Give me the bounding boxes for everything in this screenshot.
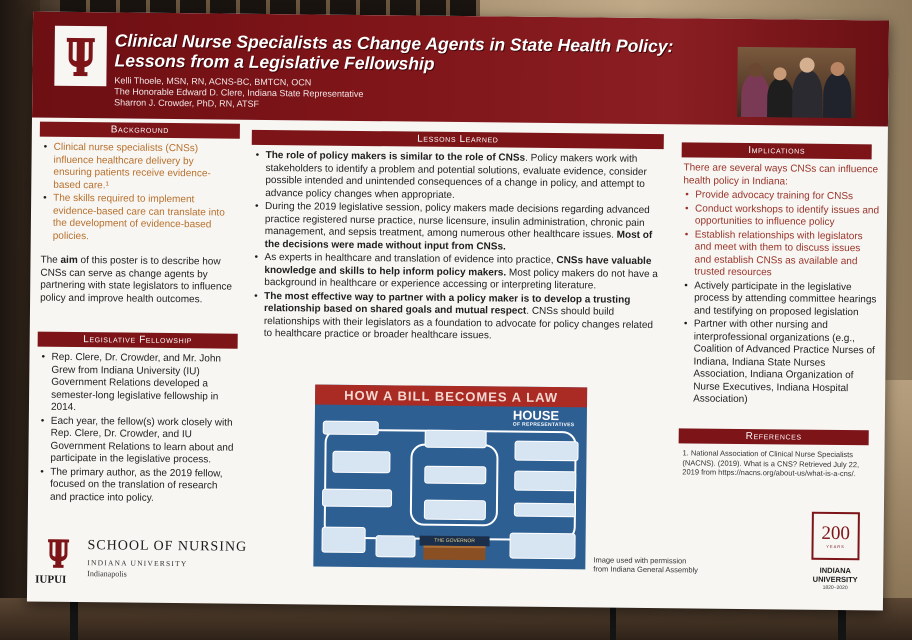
bicentennial-badge: 200 YEARS [811, 512, 860, 561]
diagram-caption: Image used with permission from Indiana General Assembly [593, 555, 698, 575]
bill-law-diagram [313, 385, 587, 570]
diagram-step-box [514, 441, 578, 462]
background-column [40, 142, 234, 307]
school-of-nursing-logo [33, 530, 284, 593]
diagram-step-box [323, 421, 379, 436]
lessons-list [252, 150, 666, 345]
bicentennial-logo [797, 512, 874, 593]
school-name: SCHOOL OF NURSING [87, 538, 248, 555]
diagram-step-box [321, 527, 365, 553]
campus-city: Indianapolis [87, 569, 127, 579]
diagram-step-box [514, 471, 576, 492]
fellowship-bullet: • The primary author, as the 2019 fellow, focused on the translation of research and practice into policy. [38, 466, 234, 506]
poster-title: Clinical Nurse Specialists as Change Agents in State Health Policy: Lessons from a Legislative Fellowship [114, 30, 674, 74]
university-name: INDIANA UNIVERSITY [87, 558, 188, 569]
implications-bullet: • Provide advocacy training for CNSs [683, 189, 879, 204]
diagram-step-box [375, 535, 415, 557]
implications-list-highlight [682, 189, 879, 281]
poster-banner [32, 12, 889, 127]
implications-column [681, 162, 880, 409]
diagram-title: HOW A BILL BECOMES A LAW [315, 385, 587, 408]
background-list [41, 142, 234, 245]
references-column [682, 448, 868, 478]
aim-statement: The aim of this poster is to describe how CNSs can serve as change agents by partnering with state legislators to influence policy and improve health outcomes. [40, 254, 233, 305]
diagram-step-box [514, 503, 576, 518]
iu-trident-logo [54, 26, 107, 87]
lessons-bullet: • The most effective way to partner with a policy maker is to develop a trusting relationship based on shared goals and mutual respect. CNSs should build relationships with their legislators as a foundation to advocate for policy changes related to healthcare practice or broader healthcare issues. [252, 290, 665, 344]
implications-bullet: • Establish relationships with legislators and meet with them to discuss issues and establish CNSs as available and trusted resources [682, 229, 879, 281]
reference-item: 1. National Association of Clinical Nurse Specialists (NACNS). (2019). What is a CNS? Retrieved July 22, 2019 from https://nacns.org/about-us/what-is-a-cns/. [682, 448, 860, 479]
governor-desk [423, 546, 485, 561]
diagram-step-box [424, 466, 486, 485]
background-heading: Background [40, 122, 240, 139]
fellowship-bullet: • Each year, the fellow(s) work closely with Rep. Clere, Dr. Crowder, and IU Government Relations to learn about and participate in the legislative process. [38, 415, 235, 467]
implications-bullet: • Conduct workshops to identify issues and opportunities to influence policy [683, 203, 879, 230]
diagram-step-box [424, 500, 486, 521]
iu-wordmark: INDIANA UNIVERSITY [812, 565, 858, 585]
lessons-heading: Lessons Learned [252, 130, 664, 149]
campus-name: IUPUI [35, 573, 67, 586]
implications-bullet: • Partner with other nursing and interprofessional organizations (e.g., Coalition of Advanced Practice Nurses of Indiana, Indiana State Nurses Association, Indiana Organization of Nurse Executives, Indiana Hospital Association) [681, 318, 878, 408]
references-heading: References [679, 428, 869, 445]
fellowship-list [38, 352, 236, 506]
diagram-step-box [332, 451, 390, 474]
fellowship-heading: Legislative Fellowship [38, 332, 238, 349]
aim-keyword: aim [60, 254, 78, 267]
lessons-bullet: • The role of policy makers is similar to the role of CNSs. Policy makers work with stakeholders to identify a problem and potential solutions, evaluate evidence, consider possible intended and unintended consequences of a change in policy, and attempt to advance policy changes when appropriate. [253, 150, 666, 204]
author-line: Sharron J. Crowder, PhD, RN, ATSF [114, 97, 260, 109]
iu-trident-icon [43, 534, 73, 572]
diagram-step-box [425, 430, 487, 449]
lessons-bullet: • During the 2019 legislative session, policy makers made decisions regarding advanced practice registered nurse practice, nurse licensure, insulin administration, chronic pain management, and sepsis treatment, among numerous other healthcare issues. Most of the decisions were made without input from CNSs. [253, 201, 666, 255]
author-photo [737, 47, 856, 118]
easel-leg-left [70, 600, 78, 640]
research-poster [27, 12, 889, 611]
fellowship-bullet: • Rep. Clere, Dr. Crowder, and Mr. John Grew from Indiana University (IU) Government Relations developed a semester-long legislative fellowship in 2014. [39, 352, 236, 417]
fellowship-column [38, 352, 236, 507]
implications-list [681, 280, 878, 408]
author-line: Kelli Thoele, MSN, RN, ACNS-BC, BMTCN, OCN [114, 75, 312, 88]
house-label: HOUSE OF REPRESENTATIVES [512, 407, 575, 429]
governor-label: THE GOVERNOR [420, 536, 490, 547]
lessons-column [252, 150, 666, 346]
lessons-bullet: • As experts in healthcare and translation of evidence into practice, CNSs have valuable knowledge and skills to help inform policy makers. Most policy makers do not have a background in healthcare or experience accessing or interpreting literature. [252, 252, 664, 294]
implications-bullet: • Actively participate in the legislative process by attending committee hearings and testifying on proposed legislation [682, 280, 878, 320]
author-line: The Honorable Edward D. Clere, Indiana State Representative [114, 86, 364, 99]
iu-dates: 1820–2020 [822, 584, 848, 592]
implications-intro: There are several ways CNSs can influence health policy in Indiana: [683, 162, 879, 187]
diagram-step-box [509, 533, 575, 560]
diagram-step-box [322, 489, 392, 508]
background-bullet: • Clinical nurse specialists (CNSs) influence healthcare delivery by ensuring patients receive evidence-based care.¹ [41, 142, 234, 194]
background-bullet: • The skills required to implement evidence-based care can translate into the development of evidence-based policies. [41, 193, 234, 245]
easel-leg-center [610, 604, 616, 640]
author-list [114, 75, 514, 112]
implications-heading: Implications [682, 142, 872, 159]
